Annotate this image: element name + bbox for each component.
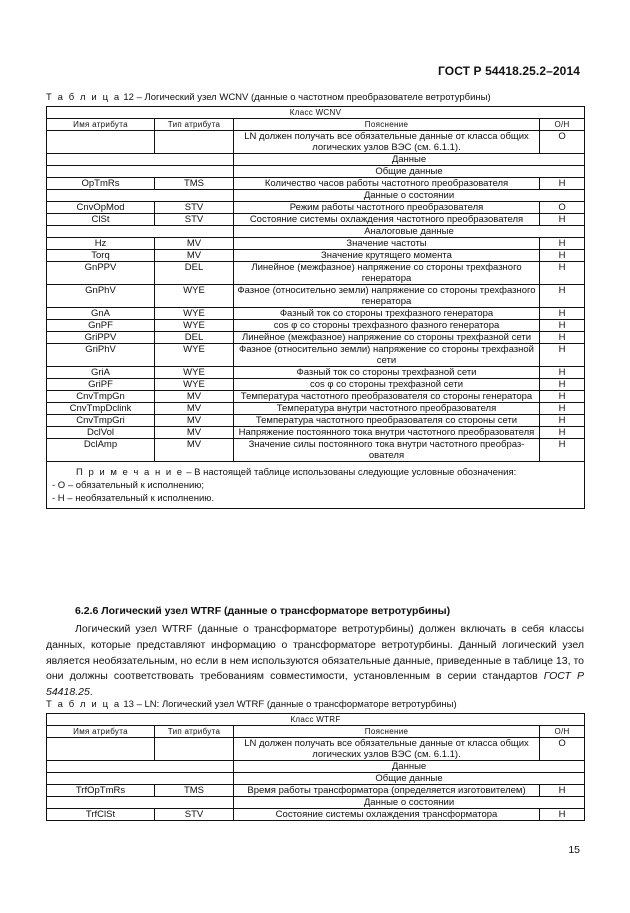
attribute-name (47, 131, 155, 154)
note-row (47, 462, 585, 509)
attribute-description: Значение крутящего момента (234, 250, 540, 262)
section-label: Данные (234, 154, 585, 166)
table-12-caption (46, 92, 491, 103)
section-row (47, 797, 585, 809)
note-intro-line (76, 466, 576, 479)
mandatory-flag: Н (540, 308, 585, 320)
table-row (47, 809, 585, 821)
note-item: - О – обязательный к исполнению; (52, 480, 205, 491)
caption-label: Т а б л и ц а (46, 699, 121, 710)
column-header: Имя атрибута (47, 119, 155, 131)
attribute-description: Время работы трансформатора (определяется изготовителем) (234, 785, 540, 797)
attribute-name: DclAmp (47, 439, 155, 462)
section-row (47, 773, 585, 785)
table-row (47, 202, 585, 214)
paragraph-end: . (89, 686, 93, 699)
section-spacer (47, 190, 234, 202)
attribute-name: CnvOpMod (47, 202, 155, 214)
table-row (47, 415, 585, 427)
class-row (47, 714, 585, 726)
column-header: О/Н (540, 726, 585, 738)
table-12 (46, 106, 585, 509)
caption-text: 12 – Логический узел WCNV (данные о частотном преобразователе ветротурбины) (123, 92, 491, 103)
attribute-description: Линейное (межфазное) напряжение со стороны трехфазной сети (234, 332, 540, 344)
attribute-type: TMS (155, 178, 234, 190)
attribute-description: Линейное (межфазное) напряжение со стороны трехфазного генератора (234, 262, 540, 285)
attribute-type: MV (155, 427, 234, 439)
mandatory-flag: Н (540, 415, 585, 427)
attribute-type: DEL (155, 332, 234, 344)
section-label: Общие данные (234, 166, 585, 178)
attribute-name: OpTmRs (47, 178, 155, 190)
mandatory-flag: Н (540, 214, 585, 226)
mandatory-flag: Н (540, 403, 585, 415)
document-id: ГОСТ Р 54418.25.2–2014 (438, 64, 580, 78)
attribute-type (155, 131, 234, 154)
column-header: Тип атрибута (155, 119, 234, 131)
section-spacer (47, 797, 234, 809)
column-header: Имя атрибута (47, 726, 155, 738)
section-label: Данные о состоянии (234, 797, 585, 809)
section-spacer (47, 154, 234, 166)
attribute-type: WYE (155, 344, 234, 367)
mandatory-flag: Н (540, 285, 585, 308)
attribute-type: WYE (155, 379, 234, 391)
mandatory-flag: Н (540, 238, 585, 250)
attribute-type: WYE (155, 285, 234, 308)
table-row (47, 403, 585, 415)
table-row (47, 238, 585, 250)
attribute-name: TrfClSt (47, 809, 155, 821)
table-row (47, 367, 585, 379)
attribute-name (47, 738, 155, 761)
mandatory-flag: Н (540, 262, 585, 285)
attribute-name: GnPF (47, 320, 155, 332)
attribute-description: Состояние системы охлаждения частотного преобразователя (234, 214, 540, 226)
mandatory-flag: О (540, 131, 585, 154)
column-header: Тип атрибута (155, 726, 234, 738)
table-row (47, 285, 585, 308)
attribute-description: LN должен получать все обязательные данные от класса общих логических узлов ВЭС (см. 6.1.1). (234, 131, 540, 154)
attribute-description: Температура частотного преобразователя со стороны генератора (234, 391, 540, 403)
table-row (47, 738, 585, 761)
attribute-type: MV (155, 238, 234, 250)
column-header: Пояснение (234, 726, 540, 738)
header-row (47, 119, 585, 131)
note-item: - Н – необязательный к исполнению. (52, 493, 215, 504)
attribute-type: STV (155, 202, 234, 214)
attribute-type: MV (155, 439, 234, 462)
caption-text: 13 – LN: Логический узел WTRF (данные о трансформаторе ветротурбины) (123, 699, 457, 710)
attribute-type (155, 738, 234, 761)
section-spacer (47, 226, 234, 238)
column-header: Пояснение (234, 119, 540, 131)
mandatory-flag: Н (540, 809, 585, 821)
mandatory-flag: Н (540, 332, 585, 344)
attribute-name: GriPF (47, 379, 155, 391)
mandatory-flag: Н (540, 344, 585, 367)
mandatory-flag: О (540, 738, 585, 761)
mandatory-flag: Н (540, 320, 585, 332)
attribute-type: MV (155, 391, 234, 403)
table-row (47, 178, 585, 190)
table-row (47, 320, 585, 332)
attribute-type: MV (155, 250, 234, 262)
caption-label: Т а б л и ц а (46, 92, 121, 103)
note-intro: – В настоящей таблице использованы следующие условные обозначения: (186, 467, 517, 478)
attribute-name: Hz (47, 238, 155, 250)
attribute-description: Фазный ток со стороны трехфазного генератора (234, 308, 540, 320)
header-row (47, 726, 585, 738)
class-name: Класс WTRF (47, 714, 585, 726)
attribute-description: Фазный ток со стороны трехфазной сети (234, 367, 540, 379)
attribute-description: Фазное (относительно земли) напряжение со стороны трехфазной сети (234, 344, 540, 367)
attribute-description: Режим работы частотного преобразователя (234, 202, 540, 214)
attribute-name: CnvTmpGri (47, 415, 155, 427)
mandatory-flag: Н (540, 367, 585, 379)
section-row (47, 166, 585, 178)
section-row (47, 154, 585, 166)
mandatory-flag: Н (540, 785, 585, 797)
table-row (47, 262, 585, 285)
attribute-description: cos φ со стороны трехфазной сети (234, 379, 540, 391)
attribute-type: MV (155, 415, 234, 427)
attribute-type: STV (155, 809, 234, 821)
attribute-description: Фазное (относительно земли) напряжение со стороны трехфазного генератора (234, 285, 540, 308)
attribute-description: Значение силы постоянного тока внутри частотного преобразователя (234, 439, 540, 462)
mandatory-flag: Н (540, 178, 585, 190)
table-row (47, 308, 585, 320)
table-13-caption (46, 699, 457, 710)
mandatory-flag: Н (540, 391, 585, 403)
attribute-type: STV (155, 214, 234, 226)
section-spacer (47, 761, 234, 773)
mandatory-flag: Н (540, 427, 585, 439)
attribute-type: TMS (155, 785, 234, 797)
mandatory-flag: О (540, 202, 585, 214)
section-row (47, 190, 585, 202)
note-title: П р и м е ч а н и е (76, 467, 184, 478)
attribute-name: DclVol (47, 427, 155, 439)
attribute-name: ClSt (47, 214, 155, 226)
table-row (47, 214, 585, 226)
attribute-name: GnA (47, 308, 155, 320)
section-paragraph (46, 622, 584, 701)
class-name: Класс WCNV (47, 107, 585, 119)
table-row (47, 379, 585, 391)
attribute-name: GnPhV (47, 285, 155, 308)
table-row (47, 344, 585, 367)
paragraph-text: Логический узел WTRF (данные о трансформаторе ветротурбины) должен включать в себя классы данных, которые представляют информацию о трансформаторе ветротурбины. Данный логический узел является необязательным, но если в нем используются обязательные данные, приведенные в таблице 13, то они должны соответствовать требованиям совместимости, установленным в серии стандартов (46, 623, 584, 683)
table-row (47, 785, 585, 797)
section-label: Общие данные (234, 773, 585, 785)
attribute-description: cos φ со стороны трехфазного фазного генератора (234, 320, 540, 332)
attribute-name: GriPPV (47, 332, 155, 344)
attribute-type: WYE (155, 320, 234, 332)
section-spacer (47, 166, 234, 178)
section-label: Аналоговые данные (234, 226, 585, 238)
table-row (47, 391, 585, 403)
attribute-name: CnvTmpGn (47, 391, 155, 403)
attribute-name: GriA (47, 367, 155, 379)
attribute-description: LN должен получать все обязательные данные от класса общих логических узлов ВЭС (см. 6.1.1). (234, 738, 540, 761)
attribute-type: MV (155, 403, 234, 415)
section-heading: 6.2.6 Логический узел WTRF (данные о трансформаторе ветротурбины) (75, 605, 451, 617)
table-row (47, 427, 585, 439)
section-label: Данные о состоянии (234, 190, 585, 202)
attribute-name: Torq (47, 250, 155, 262)
page-number: 15 (568, 844, 580, 856)
column-header: О/Н (540, 119, 585, 131)
table-row (47, 439, 585, 462)
mandatory-flag: Н (540, 439, 585, 462)
section-spacer (47, 773, 234, 785)
table-row (47, 131, 585, 154)
attribute-description: Напряжение постоянного тока внутри частотного преобразователя (234, 427, 540, 439)
attribute-description: Состояние системы охлаждения трансформатора (234, 809, 540, 821)
attribute-name: GnPPV (47, 262, 155, 285)
attribute-type: DEL (155, 262, 234, 285)
class-row (47, 107, 585, 119)
attribute-description: Температура внутри частотного преобразователя (234, 403, 540, 415)
table-note (47, 462, 585, 509)
table-row (47, 332, 585, 344)
attribute-description: Температура частотного преобразователя со стороны сети (234, 415, 540, 427)
table-row (47, 250, 585, 262)
attribute-name: TrfOpTmRs (47, 785, 155, 797)
section-row (47, 761, 585, 773)
attribute-name: CnvTmpDclink (47, 403, 155, 415)
mandatory-flag: Н (540, 250, 585, 262)
table-13 (46, 713, 585, 821)
attribute-description: Количество часов работы частотного преобразователя (234, 178, 540, 190)
attribute-description: Значение частоты (234, 238, 540, 250)
attribute-type: WYE (155, 367, 234, 379)
section-label: Данные (234, 761, 585, 773)
attribute-name: GriPhV (47, 344, 155, 367)
attribute-type: WYE (155, 308, 234, 320)
mandatory-flag: Н (540, 379, 585, 391)
section-row (47, 226, 585, 238)
paragraph-reference: ГОСТ Р 54418.25 (46, 670, 584, 699)
